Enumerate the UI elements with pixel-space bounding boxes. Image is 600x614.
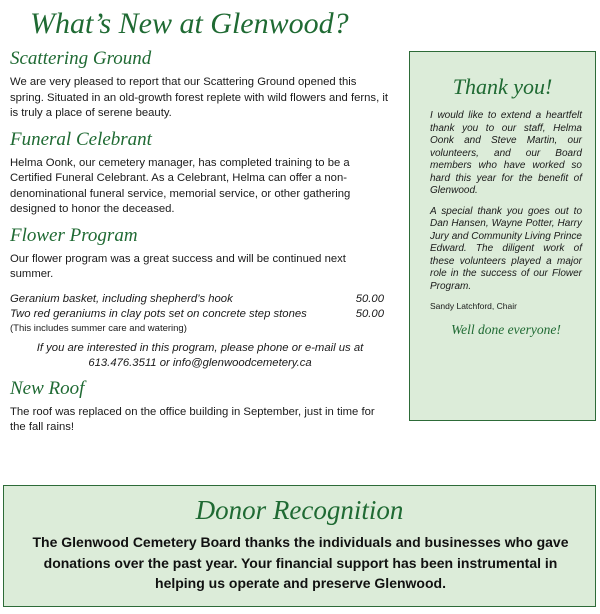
donor-title: Donor Recognition <box>195 495 404 525</box>
section-text: The roof was replaced on the office building in September, just in time for the fall rains! <box>10 405 375 433</box>
section-text: Helma Oonk, our cemetery manager, has completed training to be a Certified Funeral Celebrant. As a Celebrant, Helma can offer a non-denominational funeral service, memorial service, or other gathering designed to honor the deceased. <box>10 156 351 215</box>
price-item <box>10 292 390 307</box>
donor-text: The Glenwood Cemetery Board thanks the individuals and businesses who gave donations over the past year. Your financial support has been instrumental in helping us operate and preserve Glenwood. <box>32 534 569 591</box>
price-item-label: Geranium basket, including shepherd’s hook <box>10 292 233 305</box>
contact-line: 613.476.3511 or info@glenwoodcemetery.ca <box>88 357 312 369</box>
price-note: (This includes summer care and watering) <box>10 322 187 334</box>
signature: Sandy Latchford, Chair <box>430 301 517 311</box>
section-funeral-celebrant <box>10 129 390 218</box>
thank-you-title: Thank you! <box>452 74 553 99</box>
price-item-label: Two red geraniums in clay pots set on concrete step stones <box>10 307 307 320</box>
donor-recognition-box <box>3 485 596 607</box>
section-new-roof <box>10 378 390 436</box>
section-text: We are very pleased to report that our Scattering Ground opened this spring. Situated in an old-growth forest replete with wild flowers and ferns, it is truly a place of serene beauty. <box>10 76 389 119</box>
thank-you-paragraph: I would like to extend a heartfelt thank you to our staff, Helma Oonk and Steve Martin, our volunteers, and our Board members who have worked so hard this year for the benefit of Glenwood. <box>430 110 582 196</box>
thank-you-paragraph: A special thank you goes out to Dan Hansen, Wayne Potter, Harry Jury and Community Living Prince Edward. The diligent work of these volunteers played a major role in the success of our Flower Program. <box>430 205 582 292</box>
section-text: Our flower program was a great success and will be continued next summer. <box>10 252 346 280</box>
section-heading: Flower Program <box>10 224 138 246</box>
price-item <box>10 307 390 322</box>
thank-you-body <box>430 110 582 338</box>
price-item-value: 50.00 <box>355 307 384 320</box>
section-heading: Funeral Celebrant <box>10 128 152 150</box>
section-flower-program <box>10 225 390 372</box>
contact-line: If you are interested in this program, please phone or e-mail us at <box>36 341 364 354</box>
closing-text: Well done everyone! <box>451 322 561 337</box>
contact-info <box>10 341 390 372</box>
main-column <box>10 48 390 443</box>
section-heading: Scattering Ground <box>10 48 152 69</box>
section-scattering-ground <box>10 48 390 122</box>
thank-you-box <box>409 51 596 421</box>
price-item-value: 50.00 <box>355 292 384 305</box>
section-heading: New Roof <box>10 377 85 399</box>
page-title: What’s New at Glenwood? <box>30 7 349 40</box>
